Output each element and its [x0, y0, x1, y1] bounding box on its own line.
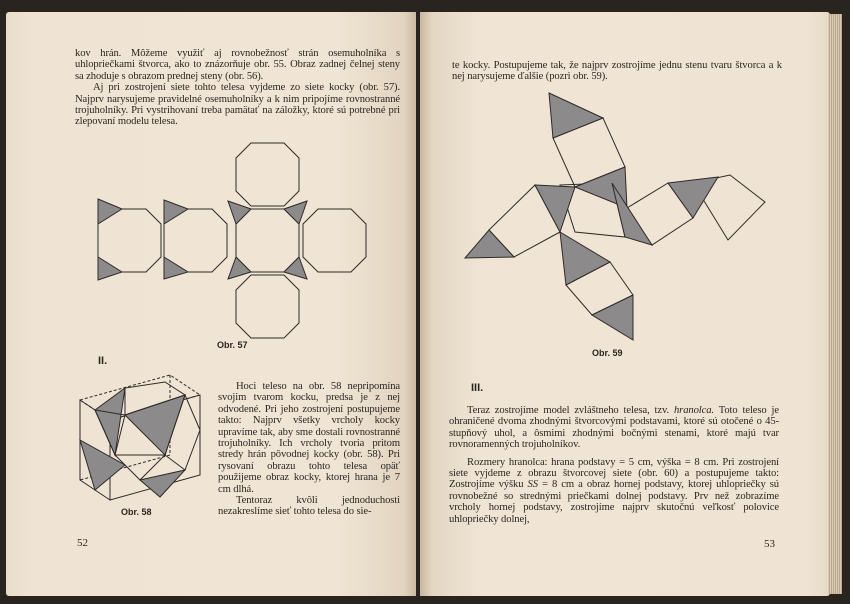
- right-text-3: [449, 457, 779, 525]
- right-text-2-em: hranolca.: [673, 405, 714, 416]
- figure-59-caption: Obr. 59: [592, 348, 623, 358]
- left-page-number: 52: [77, 537, 88, 549]
- triangle: [592, 295, 633, 340]
- right-text-3a: Rozmery hranolca: hrana podstavy = 5 cm, výška = 8 cm. Pri zostrojení siete vyjdeme z obrazu štvorcovej siete (obr. 60) a postupujeme takto: Zostrojíme výšku: [449, 456, 779, 491]
- right-text-3b: = 8 cm a obraz hornej podstavy, ktorej uhlopriečky sú rovnobežné so strednými priečkami dolnej podstavy. Prv než zobrazíme vrcholy hornej podstavy, zostrojíme najprv skutočnú veľkosť polovice uhlopriečky dolnej,: [449, 479, 779, 525]
- right-section-label: III.: [471, 382, 484, 394]
- triangle: [549, 93, 603, 138]
- right-page-number: 53: [764, 538, 775, 550]
- left-text-1: kov hrán. Môžeme využiť aj rovnobežnosť strán osemuholníka s uhlopriečkami štvorca, ako to znázorňuje obr. 55. Obraz zadnej čelnej steny sa zhoduje s obrazom prednej steny (obr. 56).: [75, 48, 400, 82]
- right-text-1: te kocky. Postupujeme tak, že najprv zostrojíme jednu stenu tvaru štvorca a k nej narysujeme ďalšie (pozri obr. 59).: [452, 60, 782, 83]
- left-text-2: Aj pri zostrojení siete tohto telesa vyjdeme zo siete kocky (obr. 57). Najprv narysujeme pravidelné osemuholníky a k nim pripojíme rovnostranné trojuholníky. Pri vystrihovaní treba pamätať na záložky, ktoré sú potrebné pri zlepovaní modelu telesa.: [75, 82, 400, 128]
- triangle: [535, 185, 575, 232]
- right-text-2: [449, 405, 779, 451]
- triangle: [560, 232, 610, 285]
- right-paragraph-2: [449, 405, 779, 525]
- right-text-2b: Toto teleso je ohraničené dvoma zhodnými štvorcovými podstavami, ktoré sú otočené o 45-stupňový uhol, a ôsmimi zhodnými bočnými stenami, ktoré majú tvar rovnoramenných trojuholníkov.: [449, 405, 779, 451]
- triangle: [465, 230, 514, 258]
- right-text-2a: Teraz zostrojíme model zvláštneho telesa, tzv.: [467, 405, 674, 416]
- left-section-label: II.: [98, 355, 108, 367]
- left-text-3: Hoci teleso na obr. 58 nepripomína svojim tvarom kocku, predsa je z nej odvodené. Pri jeho zostrojení postupujeme takto: Najprv všetky vrcholy kocky upravíme tak, aby sme dostali rovnostranné trojuholníky. Ich vrcholy tvoria pritom stredy hrán pôvodnej kocky (obr. 58). Pri rysovaní obrazu tohto telesa opäť použijeme obraz kocky, ktorej hrana je 7 cm dlhá.: [218, 381, 400, 495]
- triangle: [612, 183, 652, 245]
- right-text-3-em: SS: [527, 479, 538, 491]
- figure-58-caption: Obr. 58: [121, 507, 152, 517]
- left-text-4: Tentoraz kvôli jednoduchosti nezakreslíme sieť tohto telesa do sie-: [218, 495, 400, 518]
- figure-57-caption: Obr. 57: [217, 340, 248, 350]
